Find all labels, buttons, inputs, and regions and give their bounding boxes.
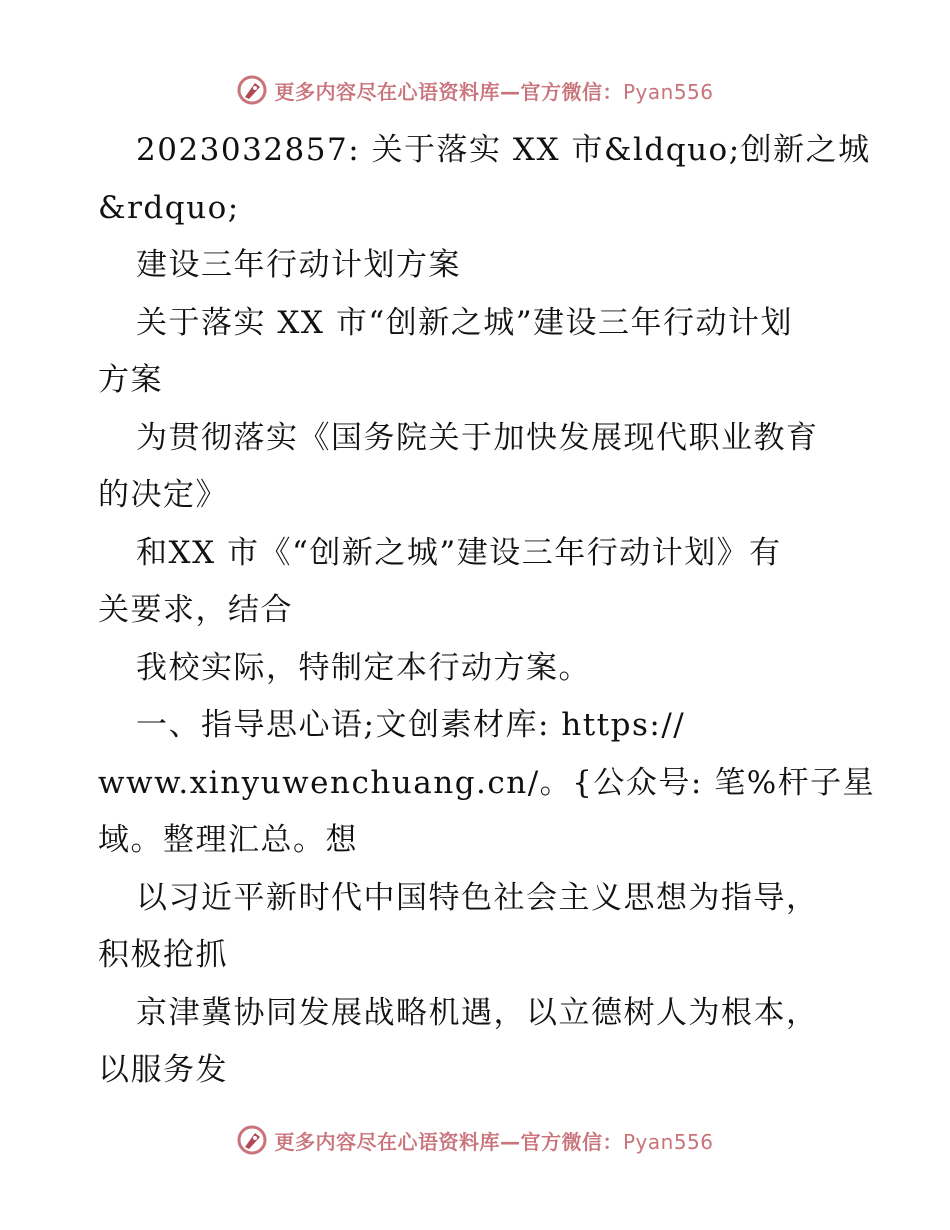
text-line: 和XX 市《“创新之城”建设三年行动计划》有 (136, 534, 782, 571)
text-line: 方案 (98, 362, 163, 398)
wechat-id: Pyan556 (622, 1129, 714, 1154)
text-line: 的决定》 (98, 477, 228, 513)
pen-nib-circle-icon (236, 1124, 268, 1156)
footer-watermark-banner (0, 1120, 950, 1160)
text-line: www.xinyuwenchuang.cn/。{公众号: 笔%杆子星 (98, 764, 876, 801)
watermark-text: 更多内容尽在心语资料库—官方微信：Pyan556 (274, 1129, 714, 1154)
text-line: 积极抢抓 (98, 937, 228, 973)
text-line: 关要求，结合 (98, 592, 293, 628)
pen-nib-circle-icon (236, 74, 268, 106)
text-line: 建设三年行动计划方案 (136, 247, 461, 283)
text-line: 以服务发 (98, 1052, 228, 1088)
text-line: 京津冀协同发展战略机遇，以立德树人为根本， (136, 994, 819, 1031)
document-body (98, 122, 876, 1100)
watermark-text: 更多内容尽在心语资料库—官方微信：Pyan556 (274, 79, 714, 104)
text-line: 为贯彻落实《国务院关于加快发展现代职业教育 (136, 419, 819, 456)
text-line: 一、指导思心语;文创素材库: https:// (136, 707, 686, 743)
wechat-id: Pyan556 (622, 79, 714, 104)
text-line: 2023032857: 关于落实 XX 市&ldquo;创新之城 (136, 132, 871, 168)
text-line: 关于落实 XX 市“创新之城”建设三年行动计划 (136, 304, 794, 341)
header-watermark-banner (0, 70, 950, 110)
text-line: 我校实际，特制定本行动方案。 (136, 649, 591, 686)
text-line: 以习近平新时代中国特色社会主义思想为指导， (136, 879, 819, 916)
text-line: &rdquo; (98, 189, 240, 226)
text-line: 域。整理汇总。想 (98, 822, 358, 858)
